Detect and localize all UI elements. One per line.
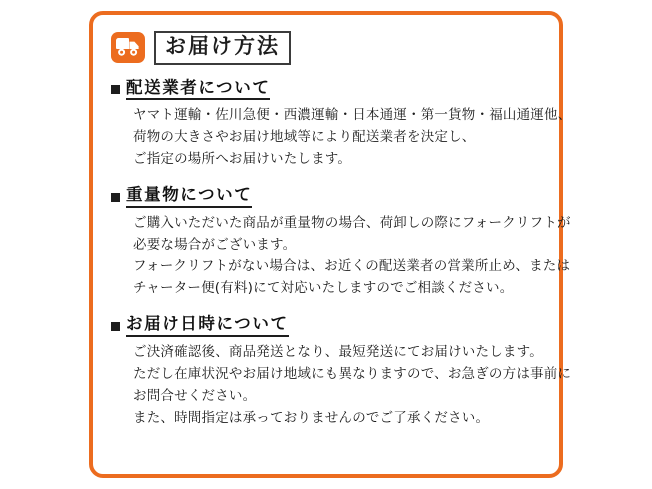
card-title: お届け方法 bbox=[165, 34, 280, 58]
section-heading-row bbox=[111, 314, 545, 337]
delivery-truck-icon bbox=[111, 32, 145, 63]
card-title-row bbox=[111, 31, 545, 65]
body-line: ご指定の場所へお届けいたします。 bbox=[133, 151, 352, 168]
section-heading: お届け日時について bbox=[126, 314, 289, 337]
section-heading: 重量物について bbox=[126, 185, 252, 208]
body-line: ただし在庫状況やお届け地域にも異なりますので、お急ぎの方は事前に bbox=[133, 365, 572, 382]
section-heading: 配送業者について bbox=[126, 78, 270, 101]
body-line: ヤマト運輸・佐川急便・西濃運輸・日本通運・第一貨物・福山通運他、 bbox=[133, 107, 572, 124]
square-bullet-icon bbox=[111, 85, 120, 94]
body-line: 荷物の大きさやお届け地域等により配送業者を決定し、 bbox=[133, 129, 476, 146]
card-content bbox=[111, 31, 572, 464]
section-heading-row bbox=[111, 185, 545, 208]
section-heavy-items bbox=[111, 184, 571, 300]
body-line: ご決済確認後、商品発送となり、最短発送にてお届けいたします。 bbox=[133, 343, 543, 360]
section-body bbox=[111, 105, 572, 171]
square-bullet-icon bbox=[111, 193, 120, 202]
body-line: また、時間指定は承っておりませんのでご了承ください。 bbox=[133, 409, 490, 426]
body-line: チャーター便(有料)にて対応いたしますのでご相談ください。 bbox=[133, 280, 514, 297]
square-bullet-icon bbox=[111, 322, 120, 331]
body-line: お問合せください。 bbox=[133, 387, 257, 404]
section-delivery-datetime bbox=[111, 314, 572, 429]
section-shipping-carriers bbox=[111, 77, 572, 171]
body-line: 必要な場合がございます。 bbox=[133, 236, 297, 253]
section-heading-row bbox=[111, 78, 545, 101]
section-body bbox=[111, 342, 572, 429]
body-line: フォークリフトがない場合は、お近くの配送業者の営業所止め、または bbox=[133, 258, 571, 275]
body-line: ご購入いただいた商品が重量物の場合、荷卸しの際にフォークリフトが bbox=[133, 214, 571, 231]
card-title-box bbox=[154, 31, 291, 65]
delivery-info-card bbox=[89, 11, 572, 478]
section-body bbox=[111, 213, 571, 300]
